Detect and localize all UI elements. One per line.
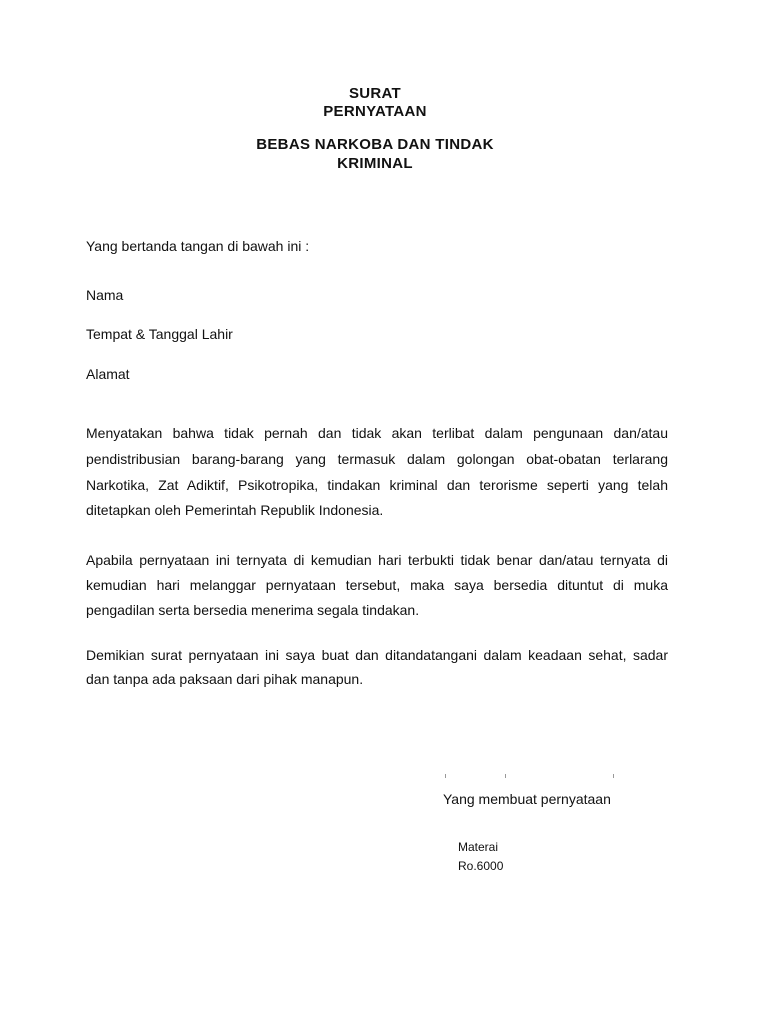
subtitle-line2: KRIMINAL [337, 155, 413, 172]
field-alamat: Alamat [86, 366, 130, 382]
paragraph-line: ditetapkan oleh Pemerintah Republik Indonesia. [86, 502, 384, 518]
subtitle-line1: BEBAS NARKOBA DAN TINDAK [256, 136, 494, 153]
paragraph-line: Demikian surat pernyataan ini saya buat dan ditandatangani dalam keadaan sehat, sadar [86, 647, 668, 663]
paragraph-line: Menyatakan bahwa tidak pernah dan tidak akan terlibat dalam pengunaan dan/atau [86, 425, 668, 441]
field-nama: Nama [86, 287, 124, 303]
stamp-materai: Materai [458, 840, 499, 854]
signature-tick-mark [445, 774, 446, 778]
signature-label: Yang membuat pernyataan [443, 791, 611, 807]
title-pernyataan: PERNYATAAN [323, 103, 427, 120]
title-surat: SURAT [348, 85, 402, 102]
paragraph-line: dan tanpa ada paksaan dari pihak manapun. [86, 671, 364, 687]
signature-tick-mark [505, 774, 506, 778]
paragraph-line: pengadilan serta bersedia menerima segala tindakan. [86, 602, 420, 618]
intro-text: Yang bertanda tangan di bawah ini : [86, 238, 310, 254]
paragraph-line: Apabila pernyataan ini ternyata di kemudian hari terbukti tidak benar dan/atau ternyata di [86, 552, 668, 568]
paragraph-line: pendistribusian barang-barang yang termasuk dalam golongan obat-obatan terlarang [86, 451, 668, 467]
paragraph-line: kemudian hari melanggar pernyataan tersebut, maka saya bersedia dituntut di muka [86, 577, 668, 593]
stamp-value: Ro.6000 [458, 859, 504, 873]
field-tempat-tanggal-lahir: Tempat & Tanggal Lahir [86, 326, 233, 342]
paragraph-line: Narkotika, Zat Adiktif, Psikotropika, tindakan kriminal dan terorisme seperti yang telah [86, 477, 668, 493]
signature-tick-mark [613, 774, 614, 778]
